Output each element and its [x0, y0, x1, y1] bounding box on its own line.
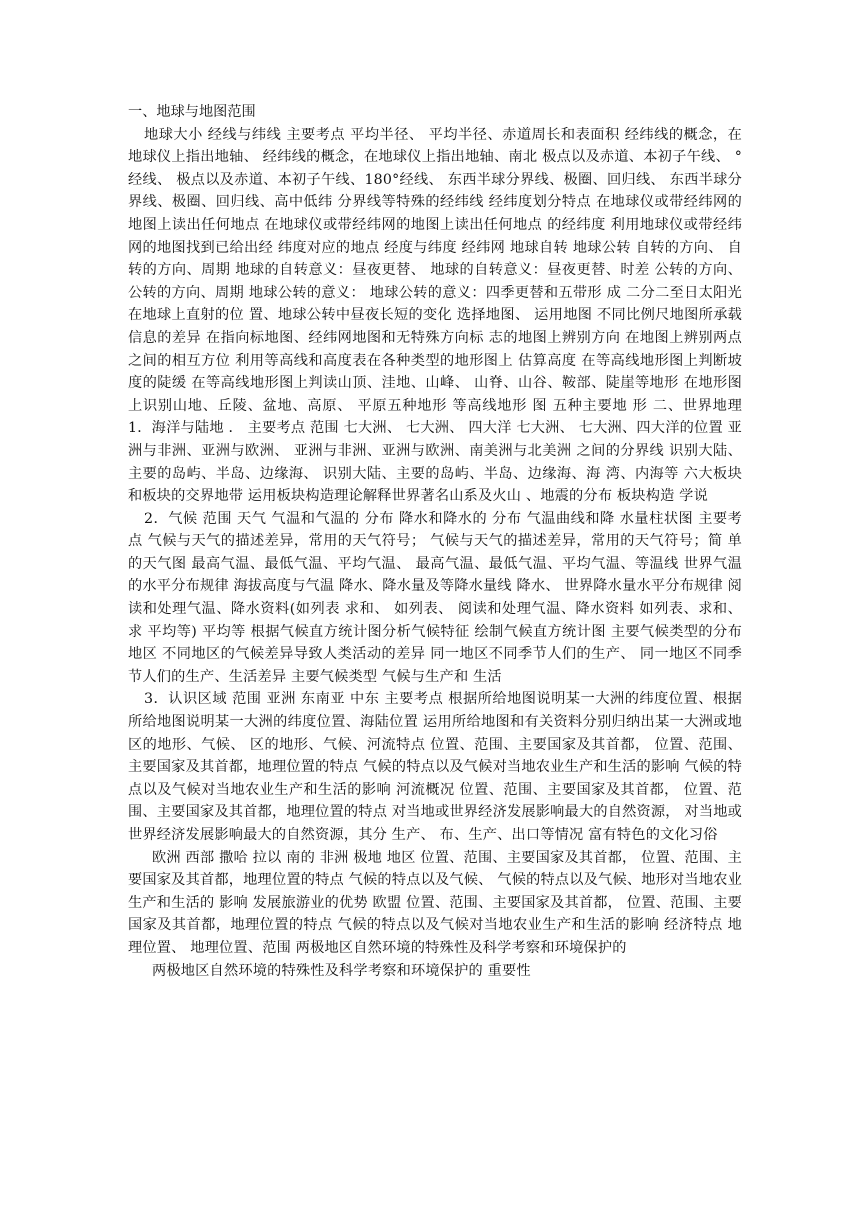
document-page	[128, 101, 742, 982]
paragraph-europe-africa-polar: 欧洲 西部 撒哈 拉以 南的 非洲 极地 地区 位置、范围、主要国家及其首都， 位置、范围、主要国家及其首都，地理位置的特点 气候的特点以及气候、 气候的特点以及气候、地形对当地农业生产和生活的 影响 发展旅游业的优势 欧盟 位置、范围、主要国家及其首都， 位置、范围、主要国家及其首都，地理位置的特点 气候的特点以及气候对当地农业生产和生活的影响 经济特点 地理位置、 地理位置、范围 两极地区自然环境的特殊性及科学考察和环境保护的	[128, 849, 742, 956]
paragraph-climate: 2．气候 范围 天气 气温和气温的 分布 降水和降水的 分布 气温曲线和降 水量柱状图 主要考点 气候与天气的描述差异，常用的天气符号； 气候与天气的描述差异，常用的天气符号；简 单的天气图 最高气温、最低气温、平均气温、 最高气温、最低气温、平均气温、等温线 世界气温的水平分布规律 海拔高度与气温 降水、降水量及等降水量线 降水、 世界降水量水平分布规律 阅读和处理气温、降水资料(如列表 求和、 如列表、 阅读和处理气温、降水资料 如列表、求和、求 平均等) 平均等 根据气候直方统计图分析气候特征 绘制气候直方统计图 主要气候类型的分布地区 不同地区的气候差异导致人类活动的差异 同一地区不同季节人们的生产、 同一地区不同季节人们的生产、生活差异 主要气候类型 气候与生产和 生活	[128, 510, 742, 685]
paragraph-earth-and-maps: 地球大小 经线与纬线 主要考点 平均半径、 平均半径、赤道周长和表面积 经纬线的概念，在地球仪上指出地轴、 经纬线的概念，在地球仪上指出地轴、南北 极点以及赤道、本初子午线、 °经线、 极点以及赤道、本初子午线、180°经线、 东西半球分界线、极圈、回归线、 东西半球分界线、极圈、回归线、高中低纬 分界线等特殊的经纬线 经纬度划分特点 在地球仪或带经纬网的地图上读出任何地点 在地球仪或带经纬网的地图上读出任何地点 的经纬度 利用地球仪或带经纬网的地图找到已给出经 纬度对应的地点 经度与纬度 经纬网 地球自转 地球公转 自转的方向、 自转的方向、周期 地球的自转意义：昼夜更替、 地球的自转意义：昼夜更替、时差 公转的方向、 公转的方向、周期 地球公转的意义： 地球公转的意义：四季更替和五带形 成 二分二至日太阳光在地球上直射的位 置、地球公转中昼夜长短的变化 选择地图、 运用地图 不同比例尺地图所承载信息的差异 在指向标地图、经纬网地图和无特殊方向标 志的地图上辨别方向 在地图上辨别两点之间的相互方位 利用等高线和高度表在各种类型的地形图上 估算高度 在等高线地形图上判断坡度的陡缓 在等高线地形图上判读山顶、洼地、山峰、 山脊、山谷、鞍部、陡崖等地形 在地形图上识别山地、丘陵、盆地、高原、 平原五种地形 等高线地形 图 五种主要地 形 二、世界地理 1．海洋与陆地 ． 主要考点 范围 七大洲、 七大洲、 四大洋 七大洲、 七大洲、四大洋的位置 亚洲与非洲、亚洲与欧洲、 亚洲与非洲、亚洲与欧洲、南美洲与北美洲 之间的分界线 识别大陆、主要的岛屿、半岛、边缘海、 识别大陆、主要的岛屿、半岛、边缘海、海 湾、内海等 六大板块和板块的交界地带 运用板块构造理论解释世界著名山系及火山 、地震的分布 板块构造 学说	[128, 126, 742, 505]
paragraph-polar-importance: 两极地区自然环境的特殊性及科学考察和环境保护的 重要性	[152, 962, 531, 979]
section-title: 一、地球与地图范围	[128, 104, 256, 120]
paragraph-regions: 3．认识区域 范围 亚洲 东南亚 中东 主要考点 根据所给地图说明某一大洲的纬度位置、根据所给地图说明某一大洲的纬度位置、海陆位置 运用所给地图和有关资料分别归纳出某一大洲或地 区的地形、气候、 区的地形、气候、河流特点 位置、范围、主要国家及其首都， 位置、范围、主要国家及其首都，地理位置的特点 气候的特点以及气候对当地农业生产和生活的影响 气候的特点以及气候对当地农业生产和生活的影响 河流概况 位置、范围、主要国家及其首都， 位置、范围、主要国家及其首都，地理位置的特点 对当地或世界经济发展影响最大的自然资源， 对当地或世界经济发展影响最大的自然资源，其分 生产、 布、生产、出口等情况 富有特色的文化习俗	[128, 691, 742, 843]
